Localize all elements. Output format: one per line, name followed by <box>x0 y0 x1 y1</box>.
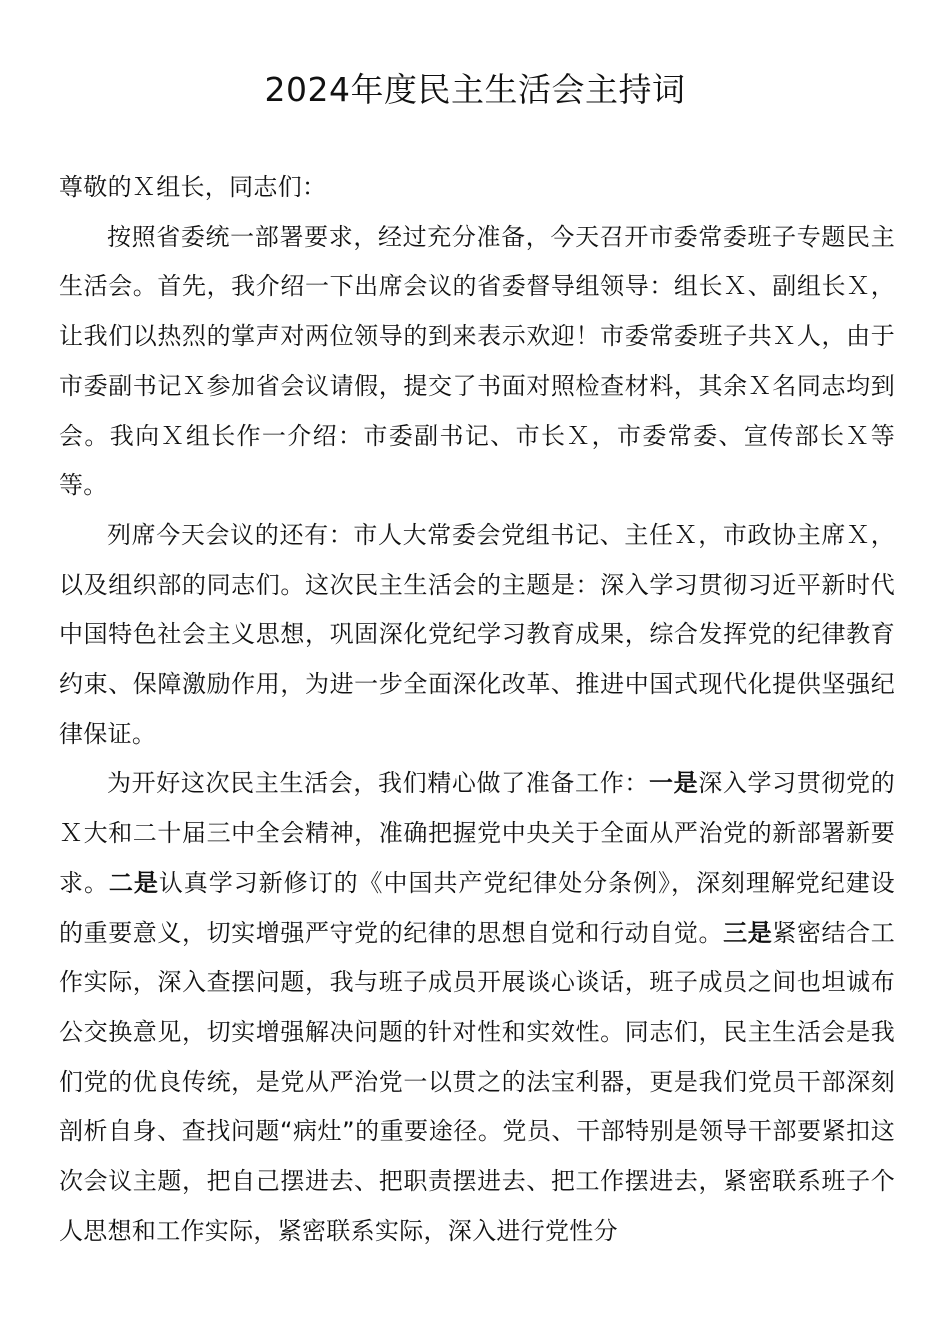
paragraph-2: 列席今天会议的还有：市人大常委会党组书记、主任Ｘ，市政协主席Ｘ，以及组织部的同志们。这次民主生活会的主题是：深入学习贯彻习近平新时代中国特色社会主义思想，巩固深化党纪学习教育成果，综合发挥党的纪律教育约束、保障激励作用，为进一步全面深化改革、推进中国式现代化提供坚强纪律保证。 <box>59 520 895 748</box>
point-three-label: 三是 <box>723 918 773 947</box>
point-one-label: 一是 <box>648 769 699 798</box>
paragraph-3 <box>59 759 895 1256</box>
point-two-text: 认真学习新修订的《中国共产党纪律处分条例》，深刻理解党纪建设的重要意义，切实增强严守党的纪律的思想自觉和行动自觉。 <box>59 868 895 947</box>
document-body <box>59 163 895 1256</box>
point-two-label: 二是 <box>108 868 159 897</box>
paragraph-3-intro: 为开好这次民主生活会，我们精心做了准备工作： <box>107 769 649 798</box>
document-title: 2024年度民主生活会主持词 <box>264 70 686 109</box>
point-one-text: 深入学习贯彻党的Ｘ大和二十届三中全会精神，准确把握党中央关于全面从严治党的新部署新要求。 <box>59 769 895 897</box>
salutation: 尊敬的Ｘ组长，同志们： <box>59 173 327 201</box>
point-three-text: 紧密结合工作实际，深入查摆问题，我与班子成员开展谈心谈话，班子成员之间也坦诚布公交换意见，切实增强解决问题的针对性和实效性。同志们，民主生活会是我们党的优良传统，是党从严治党一以贯之的法宝利器，更是我们党员干部深刻剖析自身、查找问题“病灶”的重要途径。党员、干部特别是领导干部要紧扣这次会议主题，把自己摆进去、把职责摆进去、把工作摆进去，紧密联系班子个人思想和工作实际，紧密联系实际，深入进行党性分 <box>59 918 895 1245</box>
paragraph-1: 按照省委统一部署要求，经过充分准备，今天召开市委常委班子专题民主生活会。首先，我介绍一下出席会议的省委督导组领导：组长Ｘ、副组长Ｘ，让我们以热烈的掌声对两位领导的到来表示欢迎！市委常委班子共Ｘ人，由于市委副书记Ｘ参加省会议请假，提交了书面对照检查材料，其余Ｘ名同志均到会。我向Ｘ组长作一介绍：市委副书记、市长Ｘ，市委常委、宣传部长Ｘ等等。 <box>59 222 895 500</box>
